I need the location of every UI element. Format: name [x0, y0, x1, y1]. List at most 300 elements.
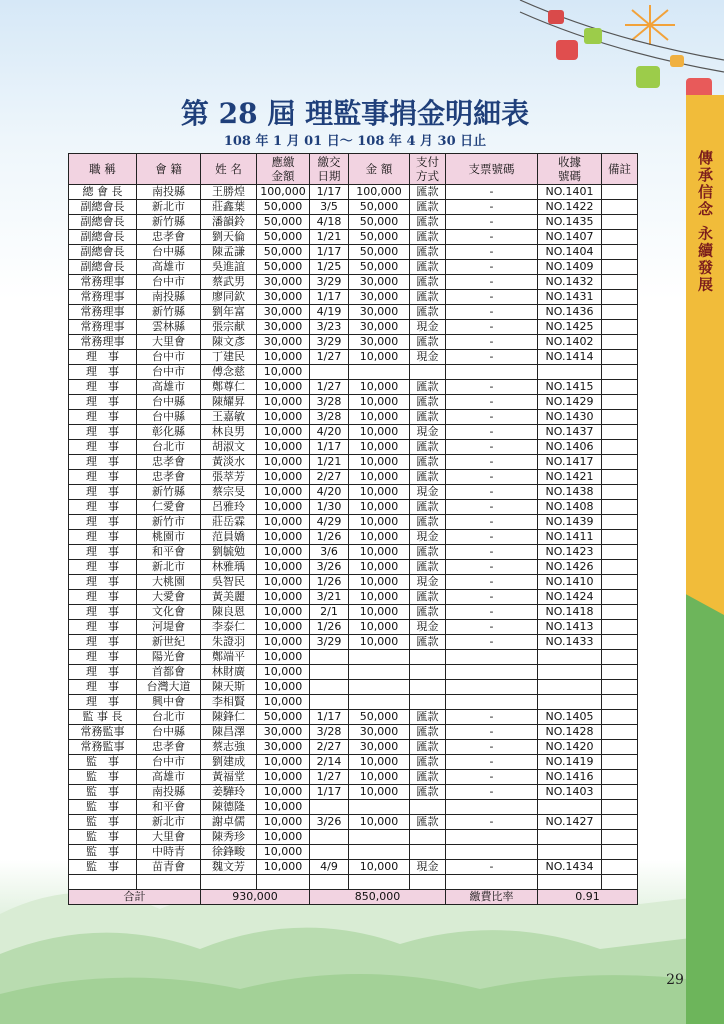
- cell-receipt-no: NO.1424: [538, 590, 602, 605]
- cell-total-due: 30,000: [257, 740, 310, 755]
- cell-name: 陳德隆: [201, 800, 257, 815]
- cell-receipt-no: NO.1419: [538, 755, 602, 770]
- cell-pay-date: 1/17: [310, 440, 349, 455]
- cell-receipt-no: NO.1428: [538, 725, 602, 740]
- table-row: [69, 470, 638, 485]
- cell-amount: 50,000: [349, 710, 410, 725]
- cell-amount: 50,000: [349, 245, 410, 260]
- table-row: [69, 770, 638, 785]
- cell-check-no: -: [446, 425, 538, 440]
- donation-table: [68, 153, 638, 905]
- cell-payment-method: 匯款: [410, 725, 446, 740]
- table-row: [69, 755, 638, 770]
- cell-chapter: 台中縣: [137, 410, 201, 425]
- cell-note: [602, 350, 638, 365]
- table-row: [69, 830, 638, 845]
- cell-pay-date: 1/17: [310, 245, 349, 260]
- cell-amount: 10,000: [349, 380, 410, 395]
- cell-check-no: -: [446, 455, 538, 470]
- cell-amount: 10,000: [349, 470, 410, 485]
- cell-position: 監 事: [69, 785, 137, 800]
- cell-receipt-no: NO.1404: [538, 245, 602, 260]
- cell-amount: 30,000: [349, 740, 410, 755]
- cell-payment-method: 匯款: [410, 200, 446, 215]
- cell-total-due: 10,000: [257, 365, 310, 380]
- cell-position: 理 事: [69, 410, 137, 425]
- cell-chapter: 忠孝會: [137, 230, 201, 245]
- cell-note: [602, 755, 638, 770]
- cell-position: 常務理事: [69, 290, 137, 305]
- cell-payment-method: 現金: [410, 350, 446, 365]
- cell-chapter: 新竹市: [137, 515, 201, 530]
- cell-total-due: 10,000: [257, 410, 310, 425]
- cell-check-no: -: [446, 335, 538, 350]
- cell-total-due: 10,000: [257, 695, 310, 710]
- cell-note: [602, 185, 638, 200]
- cell-amount: 100,000: [349, 185, 410, 200]
- cell-position: 常務理事: [69, 305, 137, 320]
- cell-payment-method: 匯款: [410, 755, 446, 770]
- cell-chapter: 彰化縣: [137, 425, 201, 440]
- col-header-receipt-no: 收據 號碼: [538, 154, 602, 185]
- cell-name: 李泰仁: [201, 620, 257, 635]
- cell-check-no: -: [446, 545, 538, 560]
- cell-amount: 30,000: [349, 275, 410, 290]
- cell-position: 常務理事: [69, 320, 137, 335]
- cell-chapter: 仁愛會: [137, 500, 201, 515]
- cell-position: 常務理事: [69, 275, 137, 290]
- cell-position: 副總會長: [69, 215, 137, 230]
- totals-row: [69, 890, 638, 905]
- cell-receipt-no: NO.1406: [538, 440, 602, 455]
- page-title: 第 28 屆 理監事捐金明細表: [180, 97, 530, 130]
- table-row: [69, 395, 638, 410]
- cell-chapter: 忠孝會: [137, 740, 201, 755]
- cell-pay-date: [310, 680, 349, 695]
- cell-pay-date: 3/26: [310, 815, 349, 830]
- cell-receipt-no: [538, 800, 602, 815]
- cell-total-due: 10,000: [257, 530, 310, 545]
- table-row: [69, 605, 638, 620]
- cell-note: [602, 680, 638, 695]
- cell-note: [602, 650, 638, 665]
- cell-chapter: 南投縣: [137, 185, 201, 200]
- cell-name: 黃福堂: [201, 770, 257, 785]
- cell-note: [602, 215, 638, 230]
- cell-total-due: 10,000: [257, 680, 310, 695]
- cell-pay-date: [310, 665, 349, 680]
- cell-check-no: -: [446, 515, 538, 530]
- cell-total-due: 30,000: [257, 320, 310, 335]
- cell-note: [602, 845, 638, 860]
- cell-chapter: 台中縣: [137, 395, 201, 410]
- cell-receipt-no: NO.1421: [538, 470, 602, 485]
- cell-receipt-no: NO.1413: [538, 620, 602, 635]
- cell-receipt-no: NO.1405: [538, 710, 602, 725]
- table-row: [69, 785, 638, 800]
- table-row: [69, 245, 638, 260]
- cell-name: 王嘉敏: [201, 410, 257, 425]
- cell-check-no: [446, 365, 538, 380]
- cell-name: 陳鋒仁: [201, 710, 257, 725]
- cell-amount: [349, 800, 410, 815]
- cell-pay-date: 4/18: [310, 215, 349, 230]
- cell-chapter: 河堤會: [137, 620, 201, 635]
- cell-payment-method: 匯款: [410, 590, 446, 605]
- cell-note: [602, 575, 638, 590]
- cell-name: 蔡宗旻: [201, 485, 257, 500]
- cell-total-due: 10,000: [257, 470, 310, 485]
- cell-total-due: 10,000: [257, 755, 310, 770]
- cell-total-due: 30,000: [257, 275, 310, 290]
- cell-chapter: 南投縣: [137, 290, 201, 305]
- cell-receipt-no: [538, 365, 602, 380]
- cell-position: 理 事: [69, 515, 137, 530]
- cell-note: [602, 545, 638, 560]
- cell-total-due: 10,000: [257, 485, 310, 500]
- cell-total-due: 10,000: [257, 575, 310, 590]
- cell-name: 魏文芳: [201, 860, 257, 875]
- cell-position: 監 事: [69, 845, 137, 860]
- cell-name: 蔡武男: [201, 275, 257, 290]
- cell-pay-date: 1/27: [310, 350, 349, 365]
- cell-check-no: -: [446, 260, 538, 275]
- cell-amount: 10,000: [349, 560, 410, 575]
- cell-payment-method: 匯款: [410, 770, 446, 785]
- cell-total-due: 30,000: [257, 290, 310, 305]
- cell-name: 劉年富: [201, 305, 257, 320]
- col-header-name: 姓 名: [201, 154, 257, 185]
- cell-name: 莊鑫葉: [201, 200, 257, 215]
- cell-position: 理 事: [69, 380, 137, 395]
- cell-check-no: -: [446, 605, 538, 620]
- cell-total-due: 30,000: [257, 335, 310, 350]
- cell-receipt-no: NO.1402: [538, 335, 602, 350]
- cell-amount: 50,000: [349, 200, 410, 215]
- cell-note: [602, 365, 638, 380]
- cell-pay-date: [310, 845, 349, 860]
- table-row: [69, 230, 638, 245]
- cell-payment-method: 匯款: [410, 335, 446, 350]
- cell-amount: [349, 665, 410, 680]
- table-row: [69, 320, 638, 335]
- cell-amount: [349, 695, 410, 710]
- table-header-row: [69, 154, 638, 185]
- cell-pay-date: 3/29: [310, 635, 349, 650]
- cell-total-due: 10,000: [257, 395, 310, 410]
- cell-check-no: [446, 830, 538, 845]
- ratio-value: 0.91: [538, 890, 638, 905]
- page-number: 29: [666, 972, 684, 988]
- cell-amount: 10,000: [349, 770, 410, 785]
- cell-total-due: 10,000: [257, 830, 310, 845]
- cell-total-due: 10,000: [257, 500, 310, 515]
- cell-total-due: 10,000: [257, 620, 310, 635]
- cell-pay-date: 1/26: [310, 530, 349, 545]
- cell-note: [602, 725, 638, 740]
- cell-position: 理 事: [69, 635, 137, 650]
- cell-pay-date: 1/26: [310, 575, 349, 590]
- cell-amount: 10,000: [349, 515, 410, 530]
- cell-amount: 10,000: [349, 620, 410, 635]
- cell-position: 理 事: [69, 605, 137, 620]
- cell-chapter: 和平會: [137, 545, 201, 560]
- table-row: [69, 545, 638, 560]
- cell-check-no: [446, 800, 538, 815]
- cell-payment-method: 現金: [410, 530, 446, 545]
- cell-note: [602, 815, 638, 830]
- cell-position: 理 事: [69, 560, 137, 575]
- cell-payment-method: [410, 695, 446, 710]
- cell-total-due: 50,000: [257, 245, 310, 260]
- totals-amount: 850,000: [310, 890, 446, 905]
- cell-position: 副總會長: [69, 245, 137, 260]
- cell-amount: 10,000: [349, 395, 410, 410]
- cell-amount: [349, 830, 410, 845]
- cell-amount: 10,000: [349, 455, 410, 470]
- cell-chapter: 興中會: [137, 695, 201, 710]
- cell-position: 理 事: [69, 695, 137, 710]
- cell-note: [602, 320, 638, 335]
- cell-check-no: -: [446, 410, 538, 425]
- cell-chapter: 桃園市: [137, 530, 201, 545]
- col-header-note: 備註: [602, 154, 638, 185]
- cell-total-due: 10,000: [257, 785, 310, 800]
- cell-receipt-no: NO.1425: [538, 320, 602, 335]
- cell-total-due: 10,000: [257, 815, 310, 830]
- col-header-total-due: 應繳 金額: [257, 154, 310, 185]
- cell-name: 陳孟謙: [201, 245, 257, 260]
- cell-name: 鄭端平: [201, 650, 257, 665]
- cell-payment-method: 匯款: [410, 470, 446, 485]
- cell-receipt-no: NO.1414: [538, 350, 602, 365]
- table-row: [69, 590, 638, 605]
- cell-chapter: 台中市: [137, 350, 201, 365]
- cell-position: 理 事: [69, 680, 137, 695]
- cell-pay-date: 3/5: [310, 200, 349, 215]
- cell-payment-method: 匯款: [410, 305, 446, 320]
- table-row: [69, 725, 638, 740]
- cell-chapter: 台中縣: [137, 245, 201, 260]
- cell-chapter: 新北市: [137, 200, 201, 215]
- date-range: 108 年 1 月 01 日～ 108 年 4 月 30 日止: [223, 134, 487, 149]
- cell-pay-date: 2/27: [310, 740, 349, 755]
- cell-pay-date: 1/27: [310, 380, 349, 395]
- cell-chapter: 大里會: [137, 830, 201, 845]
- cell-receipt-no: NO.1410: [538, 575, 602, 590]
- cell-receipt-no: NO.1423: [538, 545, 602, 560]
- cell-note: [602, 860, 638, 875]
- cell-payment-method: 匯款: [410, 185, 446, 200]
- cell-pay-date: 1/30: [310, 500, 349, 515]
- cell-name: 張宗献: [201, 320, 257, 335]
- cell-check-no: -: [446, 635, 538, 650]
- cell-name: 王勝煌: [201, 185, 257, 200]
- cell-name: 傅念慈: [201, 365, 257, 380]
- cell-note: [602, 440, 638, 455]
- cell-payment-method: 匯款: [410, 410, 446, 425]
- cell-pay-date: 3/28: [310, 725, 349, 740]
- cell-chapter: 新竹縣: [137, 215, 201, 230]
- cell-amount: 10,000: [349, 755, 410, 770]
- cell-pay-date: 3/23: [310, 320, 349, 335]
- cell-note: [602, 410, 638, 425]
- cell-name: 廖同欽: [201, 290, 257, 305]
- cell-receipt-no: [538, 695, 602, 710]
- cell-check-no: -: [446, 860, 538, 875]
- cell-amount: 10,000: [349, 605, 410, 620]
- cell-note: [602, 770, 638, 785]
- cell-name: 黃淡水: [201, 455, 257, 470]
- table-row: [69, 410, 638, 425]
- cell-amount: [349, 680, 410, 695]
- cell-name: 陳昌澤: [201, 725, 257, 740]
- cell-payment-method: [410, 800, 446, 815]
- cell-note: [602, 635, 638, 650]
- cell-pay-date: [310, 800, 349, 815]
- cell-note: [602, 665, 638, 680]
- cell-pay-date: 3/29: [310, 275, 349, 290]
- cell-note: [602, 785, 638, 800]
- cell-note: [602, 500, 638, 515]
- cell-position: 理 事: [69, 350, 137, 365]
- cell-total-due: 10,000: [257, 650, 310, 665]
- cell-payment-method: 匯款: [410, 815, 446, 830]
- cell-total-due: 10,000: [257, 455, 310, 470]
- col-header-check-no: 支票號碼: [446, 154, 538, 185]
- cell-amount: 10,000: [349, 575, 410, 590]
- table-spacer-row: [69, 875, 638, 890]
- cell-chapter: 苗青會: [137, 860, 201, 875]
- cell-payment-method: 現金: [410, 620, 446, 635]
- cell-amount: 10,000: [349, 545, 410, 560]
- cell-total-due: 10,000: [257, 515, 310, 530]
- cell-receipt-no: NO.1422: [538, 200, 602, 215]
- cell-receipt-no: NO.1439: [538, 515, 602, 530]
- cell-note: [602, 620, 638, 635]
- cell-name: 李相賢: [201, 695, 257, 710]
- table-row: [69, 845, 638, 860]
- cell-receipt-no: NO.1415: [538, 380, 602, 395]
- cell-payment-method: 匯款: [410, 515, 446, 530]
- cell-name: 蔡志強: [201, 740, 257, 755]
- cell-name: 姜驊玲: [201, 785, 257, 800]
- cell-name: 潘韻鈴: [201, 215, 257, 230]
- cell-check-no: -: [446, 395, 538, 410]
- table-body: [69, 185, 638, 875]
- cell-check-no: -: [446, 245, 538, 260]
- cell-receipt-no: NO.1432: [538, 275, 602, 290]
- cell-pay-date: [310, 830, 349, 845]
- cell-name: 劉天倫: [201, 230, 257, 245]
- cell-check-no: [446, 665, 538, 680]
- cell-chapter: 台北市: [137, 710, 201, 725]
- cell-note: [602, 305, 638, 320]
- cell-position: 監 事: [69, 830, 137, 845]
- cell-check-no: -: [446, 485, 538, 500]
- cell-chapter: 新北市: [137, 560, 201, 575]
- cell-pay-date: 4/9: [310, 860, 349, 875]
- cell-position: 理 事: [69, 455, 137, 470]
- cell-position: 副總會長: [69, 230, 137, 245]
- cell-total-due: 50,000: [257, 200, 310, 215]
- cell-note: [602, 515, 638, 530]
- cell-total-due: 10,000: [257, 845, 310, 860]
- cell-check-no: [446, 695, 538, 710]
- table-row: [69, 365, 638, 380]
- cell-check-no: -: [446, 500, 538, 515]
- cell-chapter: 新世紀: [137, 635, 201, 650]
- cell-receipt-no: NO.1409: [538, 260, 602, 275]
- cell-check-no: -: [446, 755, 538, 770]
- cell-chapter: 大桃園: [137, 575, 201, 590]
- cell-payment-method: [410, 680, 446, 695]
- col-header-position: 職 稱: [69, 154, 137, 185]
- cell-payment-method: [410, 830, 446, 845]
- table-row: [69, 635, 638, 650]
- cell-name: 丁建民: [201, 350, 257, 365]
- cell-total-due: 10,000: [257, 425, 310, 440]
- cell-pay-date: 1/25: [310, 260, 349, 275]
- cell-name: 劉建成: [201, 755, 257, 770]
- cell-pay-date: 1/17: [310, 710, 349, 725]
- cell-check-no: -: [446, 380, 538, 395]
- cell-amount: 30,000: [349, 290, 410, 305]
- cell-name: 張萃芳: [201, 470, 257, 485]
- cell-chapter: 台灣大道: [137, 680, 201, 695]
- cell-payment-method: 匯款: [410, 740, 446, 755]
- cell-chapter: 文化會: [137, 605, 201, 620]
- cell-amount: 10,000: [349, 815, 410, 830]
- table-row: [69, 695, 638, 710]
- cell-chapter: 台中市: [137, 755, 201, 770]
- cell-position: 副總會長: [69, 200, 137, 215]
- cell-note: [602, 260, 638, 275]
- cell-pay-date: 1/27: [310, 770, 349, 785]
- cell-note: [602, 395, 638, 410]
- cell-note: [602, 710, 638, 725]
- table-row: [69, 275, 638, 290]
- cell-chapter: 雲林縣: [137, 320, 201, 335]
- cell-receipt-no: [538, 680, 602, 695]
- cell-pay-date: 3/29: [310, 335, 349, 350]
- cell-position: 理 事: [69, 485, 137, 500]
- cell-amount: 10,000: [349, 590, 410, 605]
- cell-pay-date: 4/20: [310, 425, 349, 440]
- cell-name: 吳智民: [201, 575, 257, 590]
- cell-check-no: -: [446, 725, 538, 740]
- cell-amount: 10,000: [349, 485, 410, 500]
- cell-pay-date: 4/29: [310, 515, 349, 530]
- table-row: [69, 305, 638, 320]
- cell-payment-method: 匯款: [410, 275, 446, 290]
- cell-chapter: 和平會: [137, 800, 201, 815]
- cell-position: 監 事 長: [69, 710, 137, 725]
- cell-receipt-no: NO.1416: [538, 770, 602, 785]
- cell-receipt-no: [538, 830, 602, 845]
- cell-check-no: -: [446, 350, 538, 365]
- cell-position: 理 事: [69, 470, 137, 485]
- cell-name: 陳文彥: [201, 335, 257, 350]
- cell-amount: 10,000: [349, 860, 410, 875]
- cell-receipt-no: NO.1426: [538, 560, 602, 575]
- cell-name: 鄭尊仁: [201, 380, 257, 395]
- cell-position: 監 事: [69, 755, 137, 770]
- cell-note: [602, 590, 638, 605]
- cell-amount: [349, 845, 410, 860]
- cell-pay-date: [310, 365, 349, 380]
- cell-total-due: 10,000: [257, 635, 310, 650]
